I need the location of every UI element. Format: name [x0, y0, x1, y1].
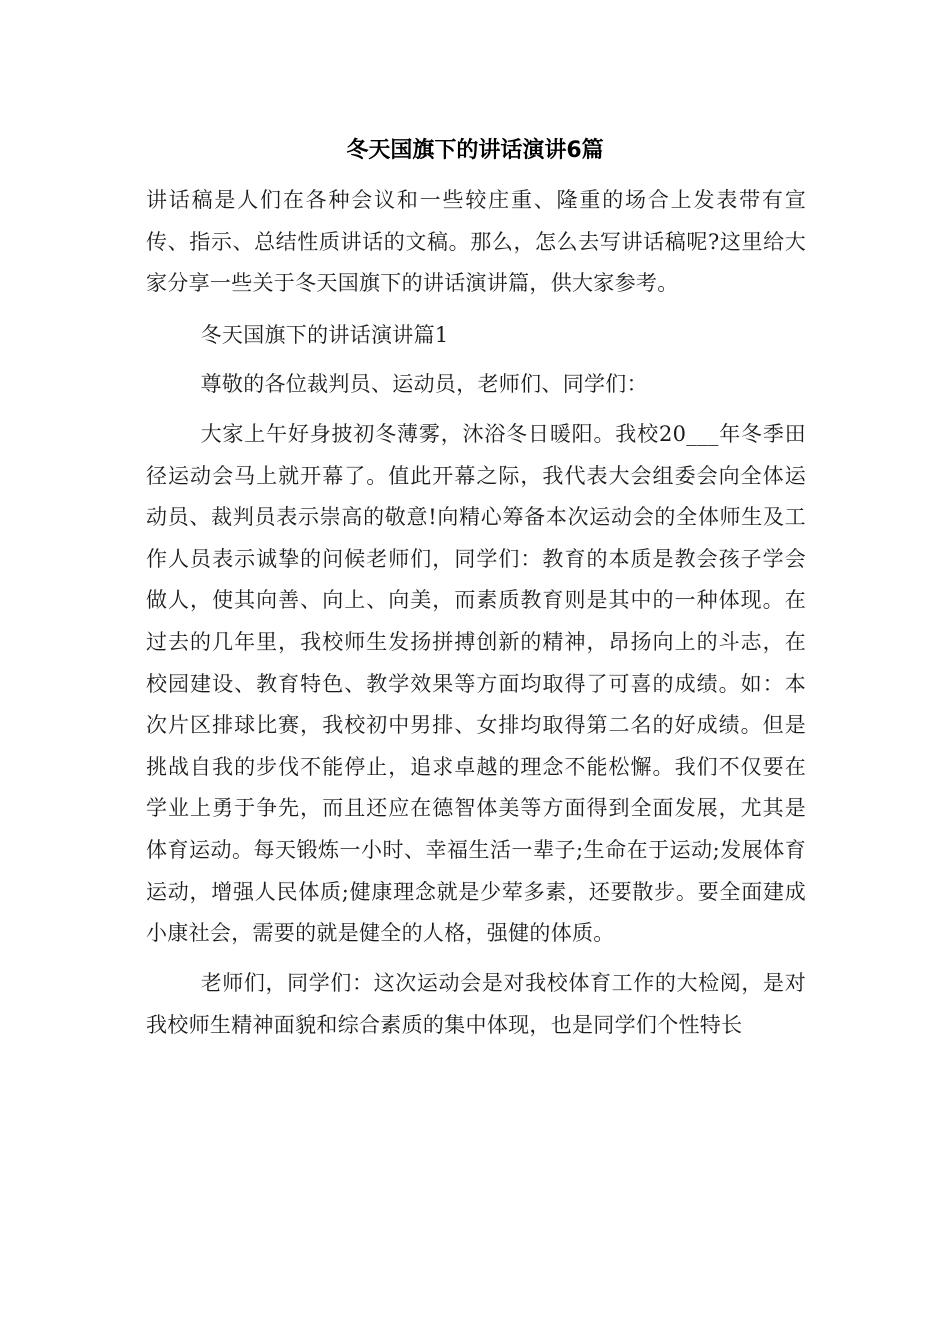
document-body: [146, 180, 806, 1055]
speech-paragraph-continued: 老师们，同学们：这次运动会是对我校体育工作的大检阅，是对我校师生精神面貌和综合素质的集中体现，也是同学们个性特长: [146, 971, 806, 1037]
speech-paragraph: 大家上午好身披初冬薄雾，沐浴冬日暖阳。我校20___年冬季田径运动会马上就开幕了。值此开幕之际，我代表大会组委会向全体运动员、裁判员表示崇高的敬意!向精心筹备本次运动会的全体师生及工作人员表示诚挚的问候老师们，同学们：教育的本质是教会孩子学会做人，使其向善、向上、向美，而素质教育则是其中的一种体现。在过去的几年里，我校师生发扬拼搏创新的精神，昂扬向上的斗志，在校园建设、教育特色、教学效果等方面均取得了可喜的成绩。如：本次片区排球比赛，我校初中男排、女排均取得第二名的好成绩。但是挑战自我的步伐不能停止，追求卓越的理念不能松懈。我们不仅要在学业上勇于争先，而且还应在德智体美等方面得到全面发展，尤其是体育运动。每天锻炼一小时、幸福生活一辈子;生命在于运动;发展体育运动，增强人民体质;健康理念就是少荤多素，还要散步。要全面建成小康社会，需要的就是健全的人格，强健的体质。: [146, 421, 806, 946]
salutation-paragraph: 尊敬的各位裁判员、运动员，老师们、同学们：: [200, 372, 648, 397]
section-heading: 冬天国旗下的讲话演讲篇1: [200, 322, 449, 347]
document-title: 冬天国旗下的讲话演讲6篇: [346, 138, 604, 163]
intro-paragraph: 讲话稿是人们在各种会议和一些较庄重、隆重的场合上发表带有宣传、指示、总结性质讲话的文稿。那么，怎么去写讲话稿呢?这里给大家分享一些关于冬天国旗下的讲话演讲篇，供大家参考。: [146, 188, 806, 296]
